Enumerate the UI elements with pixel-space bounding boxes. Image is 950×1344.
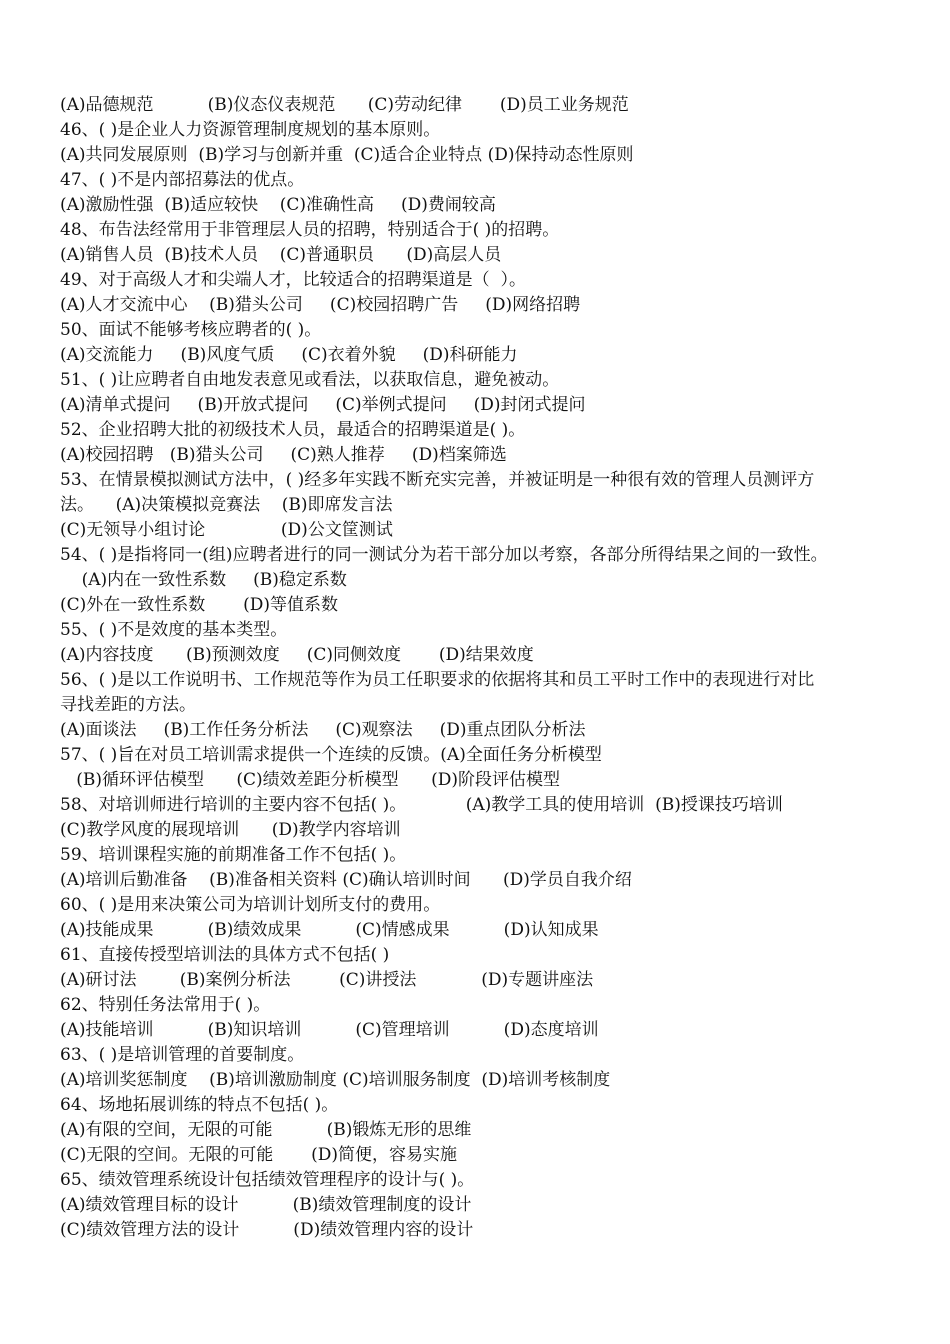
options-59: (A)培训后勤准备 (B)准备相关资料 (C)确认培训时间 (D)学员自我介绍	[60, 870, 632, 890]
options-51: (A)清单式提问 (B)开放式提问 (C)举例式提问 (D)封闭式提问	[60, 395, 586, 415]
question-63: 63、( )是培训管理的首要制度。	[60, 1045, 305, 1065]
options-65-ab: (A)绩效管理目标的设计 (B)绩效管理制度的设计	[60, 1195, 472, 1215]
options-64-cd: (C)无限的空间。无限的可能 (D)简便，容易实施	[60, 1145, 457, 1165]
options-65-cd: (C)绩效管理方法的设计 (D)绩效管理内容的设计	[60, 1220, 474, 1240]
question-53-continued: 法。 (A)决策模拟竞赛法 (B)即席发言法	[60, 495, 393, 515]
question-62: 62、特别任务法常用于( )。	[60, 995, 271, 1015]
options-55: (A)内容技度 (B)预测效度 (C)同侧效度 (D)结果效度	[60, 645, 534, 665]
question-52: 52、企业招聘大批的初级技术人员，最适合的招聘渠道是( )。	[60, 420, 526, 440]
question-56: 56、( )是以工作说明书、工作规范等作为员工任职要求的依据将其和员工平时工作中的表现进行对比	[60, 670, 815, 690]
question-48: 48、布告法经常用于非管理层人员的招聘，特别适合于( )的招聘。	[60, 220, 560, 240]
options-48: (A)销售人员 (B)技术人员 (C)普通职员 (D)高层人员	[60, 245, 502, 265]
options-53: (C)无领导小组讨论 (D)公文筐测试	[60, 520, 393, 540]
options-50: (A)交流能力 (B)风度气质 (C)衣着外貌 (D)科研能力	[60, 345, 518, 365]
question-53: 53、在情景模拟测试方法中，( )经多年实践不断充实完善，并被证明是一种很有效的管理人员测评方	[60, 470, 815, 490]
options-58: (C)教学风度的展现培训 (D)教学内容培训	[60, 820, 401, 840]
options-63: (A)培训奖惩制度 (B)培训激励制度 (C)培训服务制度 (D)培训考核制度	[60, 1070, 611, 1090]
options-54-ab: (A)内在一致性系数 (B)稳定系数	[60, 570, 347, 590]
question-59: 59、培训课程实施的前期准备工作不包括( )。	[60, 845, 407, 865]
options-61: (A)研讨法 (B)案例分析法 (C)讲授法 (D)专题讲座法	[60, 970, 594, 990]
question-46: 46、( )是企业人力资源管理制度规划的基本原则。	[60, 120, 441, 140]
question-65: 65、绩效管理系统设计包括绩效管理程序的设计与( )。	[60, 1170, 475, 1190]
question-47: 47、( )不是内部招募法的优点。	[60, 170, 305, 190]
options-46: (A)共同发展原则 (B)学习与创新并重 (C)适合企业特点 (D)保持动态性原则	[60, 145, 634, 165]
question-56-continued: 寻找差距的方法。	[60, 695, 196, 715]
options-60: (A)技能成果 (B)绩效成果 (C)情感成果 (D)认知成果	[60, 920, 599, 940]
question-57: 57、( )旨在对员工培训需求提供一个连续的反馈。(A)全面任务分析模型	[60, 745, 602, 765]
question-64: 64、场地拓展训练的特点不包括( )。	[60, 1095, 339, 1115]
question-54: 54、( )是指将同一(组)应聘者进行的同一测试分为若干部分加以考察，各部分所得结果之间的一致性。	[60, 545, 828, 565]
question-49: 49、对于高级人才和尖端人才，比较适合的招聘渠道是（ ）。	[60, 270, 526, 290]
question-61: 61、直接传授型培训法的具体方式不包括( )	[60, 945, 390, 965]
options-64-ab: (A)有限的空间，无限的可能 (B)锻炼无形的思维	[60, 1120, 472, 1140]
options-49: (A)人才交流中心 (B)猎头公司 (C)校园招聘广告 (D)网络招聘	[60, 295, 581, 315]
question-51: 51、( )让应聘者自由地发表意见或看法，以获取信息，避免被动。	[60, 370, 560, 390]
question-60: 60、( )是用来决策公司为培训计划所支付的费用。	[60, 895, 441, 915]
options-54-cd: (C)外在一致性系数 (D)等值系数	[60, 595, 338, 615]
options-62: (A)技能培训 (B)知识培训 (C)管理培训 (D)态度培训	[60, 1020, 599, 1040]
question-50: 50、面试不能够考核应聘者的( )。	[60, 320, 322, 340]
question-58: 58、对培训师进行培训的主要内容不包括( )。 (A)教学工具的使用培训 (B)授课技巧培训	[60, 795, 783, 815]
options-56: (A)面谈法 (B)工作任务分析法 (C)观察法 (D)重点团队分析法	[60, 720, 586, 740]
text-line: (A)品德规范 (B)仪态仪表规范 (C)劳动纪律 (D)员工业务规范	[60, 95, 629, 115]
question-55: 55、( )不是效度的基本类型。	[60, 620, 288, 640]
options-47: (A)激励性强 (B)适应较快 (C)准确性高 (D)费闹较高	[60, 195, 496, 215]
options-52: (A)校园招聘 (B)猎头公司 (C)熟人推荐 (D)档案筛选	[60, 445, 507, 465]
options-57: (B)循环评估模型 (C)绩效差距分析模型 (D)阶段评估模型	[60, 770, 560, 790]
